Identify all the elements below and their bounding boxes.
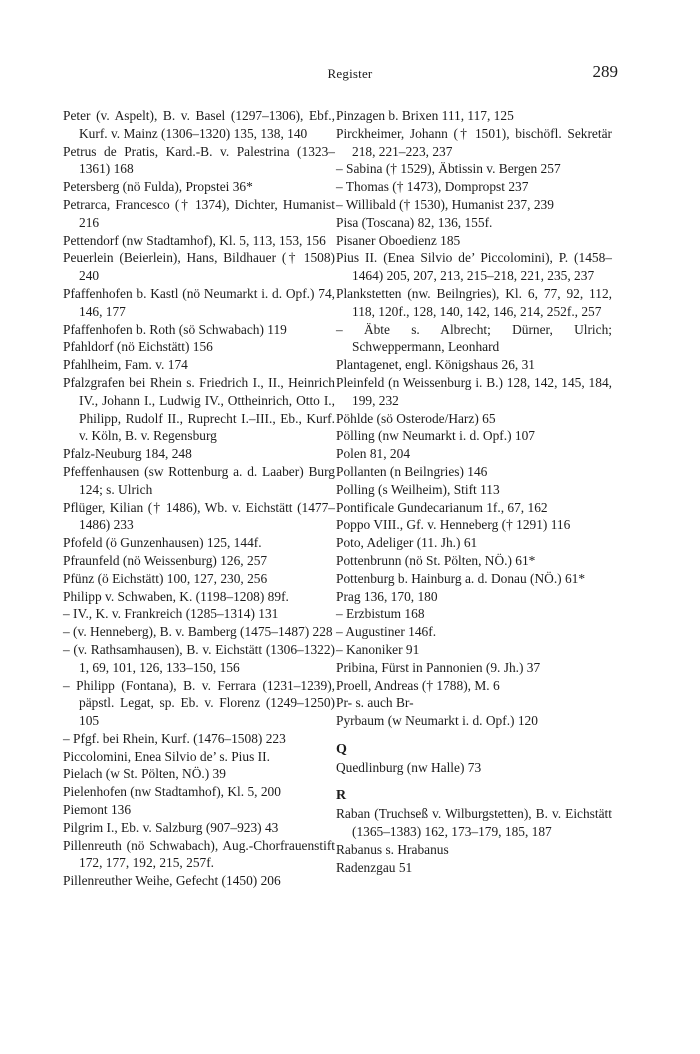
index-entry: Petrus de Pratis, Kard.-B. v. Palestrina (1323–1361) 168 <box>63 143 335 177</box>
index-entry: Philipp v. Schwaben, K. (1198–1208) 89f. <box>63 588 289 604</box>
index-entry: – Augustiner 146f. <box>336 624 437 640</box>
index-entry: Pielach (w St. Pölten, NÖ.) 39 <box>63 766 226 782</box>
index-entry: Plankstetten (nw. Beilngries), Kl. 6, 77, 92, 112, 118, 120f., 128, 140, 142, 146, 214, 252f., 257 <box>336 285 612 319</box>
index-entry: Pollanten (n Beilngries) 146 <box>336 463 488 479</box>
index-entry: Pius II. (Enea Silvio de’ Piccolomini), P. (1458–1464) 205, 207, 213, 215–218, 221, 235, 237 <box>336 250 612 284</box>
index-entry: Pfaffenhofen b. Roth (sö Schwabach) 119 <box>63 321 287 337</box>
index-entry: Pirckheimer, Johann († 1501), bischöfl. Sekretär 218, 221–223, 237 <box>336 125 612 159</box>
index-entry: Pilgrim I., Eb. v. Salzburg (907–923) 43 <box>63 819 279 835</box>
index-entry: Pölling (nw Neumarkt i. d. Opf.) 107 <box>336 428 535 444</box>
index-entry: Petrarca, Francesco († 1374), Dichter, Humanist 216 <box>63 196 335 230</box>
index-entry: Pfeffenhausen (sw Rottenburg a. d. Laaber) Burg 124; s. Ulrich <box>63 463 335 497</box>
index-entry: Polen 81, 204 <box>336 446 411 462</box>
index-entry: Pontificale Gundecarianum 1f., 67, 162 <box>336 499 548 515</box>
index-column-left <box>63 107 335 890</box>
index-entry: Poppo VIII., Gf. v. Henneberg († 1291) 116 <box>336 517 571 533</box>
index-entry: – Pfgf. bei Rhein, Kurf. (1476–1508) 223 <box>63 730 286 746</box>
index-entry: Piemont 136 <box>63 802 132 818</box>
index-entry: Proell, Andreas († 1788), M. 6 <box>336 677 500 693</box>
running-head: Register <box>327 66 373 81</box>
index-entry: Pflüger, Kilian († 1486), Wb. v. Eichstätt (1477–1486) 233 <box>63 499 335 533</box>
index-entry: Pottenburg b. Hainburg a. d. Donau (NÖ.) 61* <box>336 570 586 586</box>
index-entry: Petersberg (nö Fulda), Propstei 36* <box>63 179 253 195</box>
index-entry: Quedlinburg (nw Halle) 73 <box>336 759 482 775</box>
index-entry: Pettendorf (nw Stadtamhof), Kl. 5, 113, 153, 156 <box>63 232 326 248</box>
index-entry: Pfünz (ö Eichstätt) 100, 127, 230, 256 <box>63 570 268 586</box>
index-entry: Pisa (Toscana) 82, 136, 155f. <box>336 214 493 230</box>
index-entry: – Erzbistum 168 <box>336 606 425 622</box>
index-entry: Prag 136, 170, 180 <box>336 588 438 604</box>
index-entry: Pr- s. auch Br- <box>336 695 414 711</box>
index-entry: – IV., K. v. Frankreich (1285–1314) 131 <box>63 606 279 622</box>
index-entry: Piccolomini, Enea Silvio de’ s. Pius II. <box>63 748 270 764</box>
index-entry: Pfahlheim, Fam. v. 174 <box>63 357 188 373</box>
index-entry: Pfahldorf (nö Eichstätt) 156 <box>63 339 213 355</box>
index-entry: Peter (v. Aspelt), B. v. Basel (1297–1306), Ebf., Kurf. v. Mainz (1306–1320) 135, 138, 140 <box>63 108 335 141</box>
index-entry: Pfaffenhofen b. Kastl (nö Neumarkt i. d. Opf.) 74, 146, 177 <box>63 285 335 319</box>
index-entry: Pillenreuther Weihe, Gefecht (1450) 206 <box>63 873 281 889</box>
index-entry: Radenzgau 51 <box>336 859 413 875</box>
index-entry: Pillenreuth (nö Schwabach), Aug.-Chorfrauenstift 172, 177, 192, 215, 257f. <box>63 837 335 871</box>
index-entry: Plantagenet, engl. Königshaus 26, 31 <box>336 357 535 373</box>
index-entry: Pottenbrunn (nö St. Pölten, NÖ.) 61* <box>336 552 536 568</box>
index-entry: Rabanus s. Hrabanus <box>336 841 449 857</box>
index-entry: Pfofeld (ö Gunzenhausen) 125, 144f. <box>63 535 262 551</box>
index-entry: Pyrbaum (w Neumarkt i. d. Opf.) 120 <box>336 713 538 729</box>
index-entry: Pinzagen b. Brixen 111, 117, 125 <box>336 108 514 123</box>
section-letter-q: Q <box>336 741 347 757</box>
index-entry: Pfalz-Neuburg 184, 248 <box>63 446 192 462</box>
index-entry: Pribina, Fürst in Pannonien (9. Jh.) 37 <box>336 659 541 675</box>
section-letter-r: R <box>336 788 347 804</box>
index-entry: – Kanoniker 91 <box>336 641 420 657</box>
index-column-right <box>336 107 612 876</box>
index-entry: – (v. Henneberg), B. v. Bamberg (1475–1487) 228 <box>63 624 333 640</box>
index-entry: – (v. Rathsamhausen), B. v. Eichstätt (1306–1322) 1, 69, 101, 126, 133–150, 156 <box>63 641 335 675</box>
index-entry: – Sabina († 1529), Äbtissin v. Bergen 257 <box>336 161 561 177</box>
index-entry: Peuerlein (Beierlein), Hans, Bildhauer († 1508) 240 <box>63 250 335 284</box>
index-entry: – Willibald († 1530), Humanist 237, 239 <box>336 196 554 212</box>
index-entry: Raban (Truchseß v. Wilburgstetten), B. v. Eichstätt (1365–1383) 162, 173–179, 185, 187 <box>336 806 612 840</box>
index-entry: Polling (s Weilheim), Stift 113 <box>336 481 500 497</box>
index-entry: Pielenhofen (nw Stadtamhof), Kl. 5, 200 <box>63 784 281 800</box>
page-number: 289 <box>592 62 618 81</box>
index-entry: Pfraunfeld (nö Weissenburg) 126, 257 <box>63 552 268 568</box>
index-entry: Poto, Adeliger (11. Jh.) 61 <box>336 535 478 551</box>
index-entry: Pöhlde (sö Osterode/Harz) 65 <box>336 410 496 426</box>
index-entry: – Äbte s. Albrecht; Dürner, Ulrich; Schweppermann, Leonhard <box>336 321 612 355</box>
index-entry: – Philipp (Fontana), B. v. Ferrara (1231–1239), päpstl. Legat, sp. Eb. v. Florenz (1249–1250) 105 <box>63 677 335 729</box>
index-entry: Pisaner Oboedienz 185 <box>336 232 461 248</box>
index-entry: Pfalzgrafen bei Rhein s. Friedrich I., II., Heinrich IV., Johann I., Ludwig IV., Ottheinrich, Otto I., Philipp, Rudolf II., Ruprecht I.–III., Eb., Kurf. v. Köln, B. v. Regensburg <box>63 374 335 444</box>
index-entry: Pleinfeld (n Weissenburg i. B.) 128, 142, 145, 184, 199, 232 <box>336 374 612 408</box>
index-entry: – Thomas († 1473), Dompropst 237 <box>336 179 529 195</box>
